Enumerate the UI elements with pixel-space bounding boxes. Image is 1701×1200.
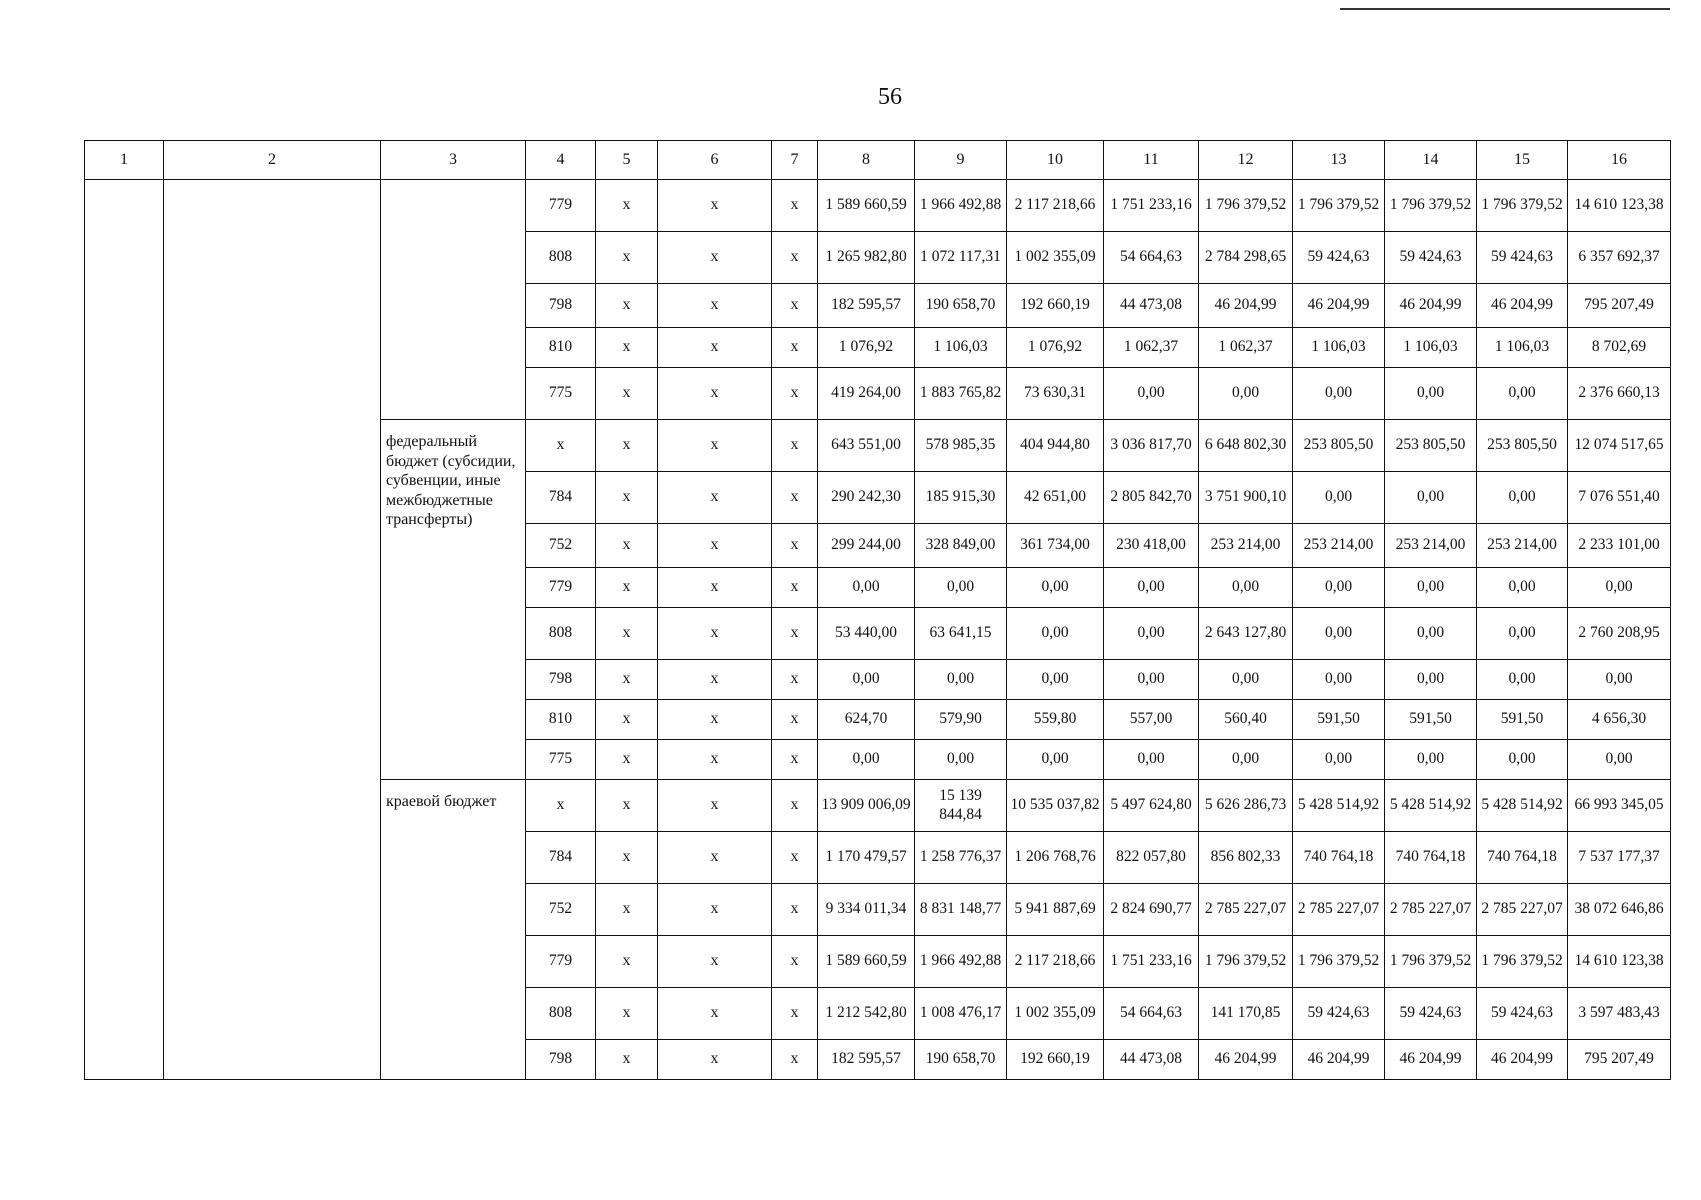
value-cell-col-8: 419 264,00: [818, 368, 915, 420]
value-cell-col-13: 253 214,00: [1293, 524, 1385, 568]
col-5-cell: x: [596, 884, 658, 936]
value-cell-col-9: 1 072 117,31: [915, 232, 1007, 284]
value-cell-col-8: 9 334 011,34: [818, 884, 915, 936]
column-header-14: 14: [1385, 141, 1477, 180]
value-cell-col-14: 740 764,18: [1385, 832, 1477, 884]
value-cell-col-11: 44 473,08: [1104, 1040, 1199, 1080]
value-cell-col-10: 5 941 887,69: [1007, 884, 1104, 936]
value-cell-col-12: 141 170,85: [1199, 988, 1293, 1040]
value-cell-col-12: 560,40: [1199, 700, 1293, 740]
value-cell-col-11: 0,00: [1104, 660, 1199, 700]
value-cell-col-16: 7 537 177,37: [1568, 832, 1671, 884]
col-6-cell: x: [658, 832, 772, 884]
value-cell-col-10: 0,00: [1007, 740, 1104, 780]
col-6-cell: x: [658, 700, 772, 740]
col-7-cell: x: [772, 524, 818, 568]
value-cell-col-15: 1 106,03: [1477, 328, 1568, 368]
value-cell-col-16: 12 074 517,65: [1568, 420, 1671, 472]
value-cell-col-10: 2 117 218,66: [1007, 180, 1104, 232]
value-cell-col-13: 46 204,99: [1293, 1040, 1385, 1080]
value-cell-col-11: 557,00: [1104, 700, 1199, 740]
col-6-cell: x: [658, 180, 772, 232]
value-cell-col-15: 740 764,18: [1477, 832, 1568, 884]
value-cell-col-8: 182 595,57: [818, 284, 915, 328]
value-cell-col-15: 0,00: [1477, 740, 1568, 780]
value-cell-col-14: 46 204,99: [1385, 1040, 1477, 1080]
value-cell-col-8: 290 242,30: [818, 472, 915, 524]
value-cell-col-14: 591,50: [1385, 700, 1477, 740]
value-cell-col-8: 299 244,00: [818, 524, 915, 568]
value-cell-col-9: 1 008 476,17: [915, 988, 1007, 1040]
col-6-cell: x: [658, 988, 772, 1040]
value-cell-col-10: 361 734,00: [1007, 524, 1104, 568]
value-cell-col-10: 1 076,92: [1007, 328, 1104, 368]
value-cell-col-11: 54 664,63: [1104, 232, 1199, 284]
col-7-cell: x: [772, 284, 818, 328]
value-cell-col-8: 1 076,92: [818, 328, 915, 368]
value-cell-col-13: 5 428 514,92: [1293, 780, 1385, 832]
code-cell: 810: [526, 700, 596, 740]
value-cell-col-14: 46 204,99: [1385, 284, 1477, 328]
value-cell-col-12: 0,00: [1199, 368, 1293, 420]
col-6-cell: x: [658, 524, 772, 568]
value-cell-col-16: 66 993 345,05: [1568, 780, 1671, 832]
value-cell-col-16: 7 076 551,40: [1568, 472, 1671, 524]
value-cell-col-11: 3 036 817,70: [1104, 420, 1199, 472]
value-cell-col-8: 1 589 660,59: [818, 180, 915, 232]
column-header-15: 15: [1477, 141, 1568, 180]
value-cell-col-13: 0,00: [1293, 368, 1385, 420]
value-cell-col-15: 0,00: [1477, 608, 1568, 660]
funding-source-cell: краевой бюджет: [381, 780, 526, 1080]
value-cell-col-8: 1 212 542,80: [818, 988, 915, 1040]
col-7-cell: x: [772, 660, 818, 700]
col-6-cell: x: [658, 936, 772, 988]
value-cell-col-14: 0,00: [1385, 568, 1477, 608]
column-header-1: 1: [85, 141, 164, 180]
col-7-cell: x: [772, 420, 818, 472]
value-cell-col-13: 2 785 227,07: [1293, 884, 1385, 936]
value-cell-col-16: 0,00: [1568, 740, 1671, 780]
value-cell-col-8: 0,00: [818, 740, 915, 780]
value-cell-col-15: 0,00: [1477, 660, 1568, 700]
value-cell-col-9: 579,90: [915, 700, 1007, 740]
code-cell: 775: [526, 740, 596, 780]
value-cell-col-8: 0,00: [818, 568, 915, 608]
value-cell-col-9: 15 139 844,84: [915, 780, 1007, 832]
value-cell-col-16: 8 702,69: [1568, 328, 1671, 368]
value-cell-col-16: 795 207,49: [1568, 284, 1671, 328]
value-cell-col-11: 1 751 233,16: [1104, 936, 1199, 988]
value-cell-col-11: 1 062,37: [1104, 328, 1199, 368]
value-cell-col-8: 1 170 479,57: [818, 832, 915, 884]
value-cell-col-16: 2 376 660,13: [1568, 368, 1671, 420]
value-cell-col-11: 230 418,00: [1104, 524, 1199, 568]
col-7-cell: x: [772, 780, 818, 832]
value-cell-col-14: 253 805,50: [1385, 420, 1477, 472]
code-cell: 779: [526, 180, 596, 232]
top-rule: [1340, 8, 1670, 10]
col-5-cell: x: [596, 368, 658, 420]
value-cell-col-15: 5 428 514,92: [1477, 780, 1568, 832]
value-cell-col-15: 253 214,00: [1477, 524, 1568, 568]
value-cell-col-13: 591,50: [1293, 700, 1385, 740]
value-cell-col-12: 3 751 900,10: [1199, 472, 1293, 524]
value-cell-col-9: 0,00: [915, 568, 1007, 608]
value-cell-col-12: 856 802,33: [1199, 832, 1293, 884]
value-cell-col-14: 0,00: [1385, 608, 1477, 660]
col-7-cell: x: [772, 988, 818, 1040]
value-cell-col-13: 0,00: [1293, 608, 1385, 660]
value-cell-col-12: 253 214,00: [1199, 524, 1293, 568]
col-7-cell: x: [772, 936, 818, 988]
col-5-cell: x: [596, 700, 658, 740]
value-cell-col-16: 14 610 123,38: [1568, 180, 1671, 232]
value-cell-col-12: 46 204,99: [1199, 1040, 1293, 1080]
value-cell-col-11: 0,00: [1104, 740, 1199, 780]
code-cell: 798: [526, 1040, 596, 1080]
col-5-cell: x: [596, 328, 658, 368]
value-cell-col-13: 740 764,18: [1293, 832, 1385, 884]
value-cell-col-9: 578 985,35: [915, 420, 1007, 472]
col-7-cell: x: [772, 368, 818, 420]
value-cell-col-13: 1 106,03: [1293, 328, 1385, 368]
budget-table: [84, 140, 1671, 1080]
col-5-cell: x: [596, 988, 658, 1040]
value-cell-col-10: 0,00: [1007, 608, 1104, 660]
column-header-7: 7: [772, 141, 818, 180]
value-cell-col-8: 0,00: [818, 660, 915, 700]
value-cell-col-10: 1 002 355,09: [1007, 232, 1104, 284]
code-cell: 808: [526, 608, 596, 660]
value-cell-col-16: 3 597 483,43: [1568, 988, 1671, 1040]
col-7-cell: x: [772, 608, 818, 660]
col-5-cell: x: [596, 740, 658, 780]
code-cell: 784: [526, 832, 596, 884]
column-header-13: 13: [1293, 141, 1385, 180]
value-cell-col-10: 404 944,80: [1007, 420, 1104, 472]
value-cell-col-11: 54 664,63: [1104, 988, 1199, 1040]
col-7-cell: x: [772, 568, 818, 608]
value-cell-col-9: 1 883 765,82: [915, 368, 1007, 420]
col-5-cell: x: [596, 832, 658, 884]
value-cell-col-12: 2 785 227,07: [1199, 884, 1293, 936]
value-cell-col-11: 5 497 624,80: [1104, 780, 1199, 832]
table-row: [85, 180, 1671, 232]
value-cell-col-10: 42 651,00: [1007, 472, 1104, 524]
value-cell-col-12: 0,00: [1199, 568, 1293, 608]
value-cell-col-13: 0,00: [1293, 568, 1385, 608]
code-cell: 808: [526, 232, 596, 284]
column-header-6: 6: [658, 141, 772, 180]
col-6-cell: x: [658, 368, 772, 420]
value-cell-col-12: 2 784 298,65: [1199, 232, 1293, 284]
value-cell-col-14: 0,00: [1385, 368, 1477, 420]
value-cell-col-11: 0,00: [1104, 368, 1199, 420]
value-cell-col-9: 185 915,30: [915, 472, 1007, 524]
col-5-cell: x: [596, 472, 658, 524]
col-7-cell: x: [772, 740, 818, 780]
value-cell-col-13: 59 424,63: [1293, 988, 1385, 1040]
col-6-cell: x: [658, 232, 772, 284]
value-cell-col-16: 2 760 208,95: [1568, 608, 1671, 660]
value-cell-col-13: 253 805,50: [1293, 420, 1385, 472]
value-cell-col-14: 1 796 379,52: [1385, 180, 1477, 232]
value-cell-col-15: 0,00: [1477, 472, 1568, 524]
value-cell-col-11: 0,00: [1104, 568, 1199, 608]
value-cell-col-15: 0,00: [1477, 568, 1568, 608]
col-6-cell: x: [658, 420, 772, 472]
value-cell-col-10: 73 630,31: [1007, 368, 1104, 420]
value-cell-col-10: 2 117 218,66: [1007, 936, 1104, 988]
column-header-4: 4: [526, 141, 596, 180]
value-cell-col-14: 0,00: [1385, 740, 1477, 780]
col-5-cell: x: [596, 232, 658, 284]
value-cell-col-14: 253 214,00: [1385, 524, 1477, 568]
value-cell-col-15: 1 796 379,52: [1477, 936, 1568, 988]
value-cell-col-15: 0,00: [1477, 368, 1568, 420]
col-7-cell: x: [772, 328, 818, 368]
code-cell: 808: [526, 988, 596, 1040]
value-cell-col-10: 1 002 355,09: [1007, 988, 1104, 1040]
col-6-cell: x: [658, 780, 772, 832]
col-6-cell: x: [658, 660, 772, 700]
col-6-cell: x: [658, 568, 772, 608]
col-1-cell: [85, 180, 164, 1080]
value-cell-col-9: 190 658,70: [915, 1040, 1007, 1080]
value-cell-col-15: 1 796 379,52: [1477, 180, 1568, 232]
value-cell-col-9: 8 831 148,77: [915, 884, 1007, 936]
column-header-11: 11: [1104, 141, 1199, 180]
header-row: [85, 141, 1671, 180]
value-cell-col-16: 795 207,49: [1568, 1040, 1671, 1080]
column-header-10: 10: [1007, 141, 1104, 180]
value-cell-col-10: 10 535 037,82: [1007, 780, 1104, 832]
value-cell-col-10: 0,00: [1007, 660, 1104, 700]
col-6-cell: x: [658, 608, 772, 660]
value-cell-col-16: 4 656,30: [1568, 700, 1671, 740]
code-cell: 752: [526, 524, 596, 568]
code-cell: 810: [526, 328, 596, 368]
value-cell-col-14: 1 796 379,52: [1385, 936, 1477, 988]
value-cell-col-9: 1 966 492,88: [915, 180, 1007, 232]
code-cell: x: [526, 420, 596, 472]
column-header-5: 5: [596, 141, 658, 180]
code-cell: 784: [526, 472, 596, 524]
value-cell-col-10: 0,00: [1007, 568, 1104, 608]
value-cell-col-10: 192 660,19: [1007, 284, 1104, 328]
value-cell-col-12: 1 796 379,52: [1199, 936, 1293, 988]
col-7-cell: x: [772, 1040, 818, 1080]
value-cell-col-8: 182 595,57: [818, 1040, 915, 1080]
code-cell: x: [526, 780, 596, 832]
table-body: [85, 141, 1671, 1080]
value-cell-col-16: 14 610 123,38: [1568, 936, 1671, 988]
value-cell-col-9: 63 641,15: [915, 608, 1007, 660]
value-cell-col-8: 624,70: [818, 700, 915, 740]
col-6-cell: x: [658, 740, 772, 780]
col-5-cell: x: [596, 568, 658, 608]
value-cell-col-14: 1 106,03: [1385, 328, 1477, 368]
value-cell-col-15: 591,50: [1477, 700, 1568, 740]
value-cell-col-8: 53 440,00: [818, 608, 915, 660]
value-cell-col-16: 0,00: [1568, 660, 1671, 700]
value-cell-col-8: 13 909 006,09: [818, 780, 915, 832]
column-header-12: 12: [1199, 141, 1293, 180]
value-cell-col-9: 1 258 776,37: [915, 832, 1007, 884]
value-cell-col-15: 46 204,99: [1477, 284, 1568, 328]
col-7-cell: x: [772, 884, 818, 936]
col-5-cell: x: [596, 524, 658, 568]
value-cell-col-12: 2 643 127,80: [1199, 608, 1293, 660]
code-cell: 779: [526, 936, 596, 988]
code-cell: 775: [526, 368, 596, 420]
value-cell-col-10: 1 206 768,76: [1007, 832, 1104, 884]
value-cell-col-12: 5 626 286,73: [1199, 780, 1293, 832]
funding-source-cell: [381, 180, 526, 420]
value-cell-col-14: 5 428 514,92: [1385, 780, 1477, 832]
code-cell: 752: [526, 884, 596, 936]
value-cell-col-11: 0,00: [1104, 608, 1199, 660]
value-cell-col-13: 46 204,99: [1293, 284, 1385, 328]
col-6-cell: x: [658, 884, 772, 936]
value-cell-col-9: 1 106,03: [915, 328, 1007, 368]
col-5-cell: x: [596, 780, 658, 832]
value-cell-col-8: 1 265 982,80: [818, 232, 915, 284]
col-5-cell: x: [596, 1040, 658, 1080]
col-7-cell: x: [772, 472, 818, 524]
value-cell-col-9: 1 966 492,88: [915, 936, 1007, 988]
col-6-cell: x: [658, 472, 772, 524]
value-cell-col-13: 1 796 379,52: [1293, 180, 1385, 232]
value-cell-col-15: 253 805,50: [1477, 420, 1568, 472]
value-cell-col-16: 38 072 646,86: [1568, 884, 1671, 936]
col-7-cell: x: [772, 700, 818, 740]
value-cell-col-11: 2 824 690,77: [1104, 884, 1199, 936]
column-header-2: 2: [164, 141, 381, 180]
value-cell-col-13: 0,00: [1293, 472, 1385, 524]
col-5-cell: x: [596, 936, 658, 988]
col-5-cell: x: [596, 420, 658, 472]
value-cell-col-12: 1 062,37: [1199, 328, 1293, 368]
value-cell-col-8: 1 589 660,59: [818, 936, 915, 988]
value-cell-col-14: 2 785 227,07: [1385, 884, 1477, 936]
value-cell-col-13: 0,00: [1293, 740, 1385, 780]
value-cell-col-9: 0,00: [915, 660, 1007, 700]
col-7-cell: x: [772, 232, 818, 284]
value-cell-col-9: 328 849,00: [915, 524, 1007, 568]
value-cell-col-12: 1 796 379,52: [1199, 180, 1293, 232]
value-cell-col-15: 2 785 227,07: [1477, 884, 1568, 936]
value-cell-col-9: 0,00: [915, 740, 1007, 780]
value-cell-col-15: 59 424,63: [1477, 988, 1568, 1040]
value-cell-col-11: 2 805 842,70: [1104, 472, 1199, 524]
col-5-cell: x: [596, 608, 658, 660]
value-cell-col-14: 0,00: [1385, 660, 1477, 700]
col-7-cell: x: [772, 832, 818, 884]
value-cell-col-10: 192 660,19: [1007, 1040, 1104, 1080]
value-cell-col-12: 6 648 802,30: [1199, 420, 1293, 472]
value-cell-col-13: 0,00: [1293, 660, 1385, 700]
column-header-16: 16: [1568, 141, 1671, 180]
value-cell-col-9: 190 658,70: [915, 284, 1007, 328]
value-cell-col-16: 6 357 692,37: [1568, 232, 1671, 284]
value-cell-col-13: 59 424,63: [1293, 232, 1385, 284]
value-cell-col-14: 0,00: [1385, 472, 1477, 524]
value-cell-col-12: 0,00: [1199, 660, 1293, 700]
value-cell-col-15: 46 204,99: [1477, 1040, 1568, 1080]
col-7-cell: x: [772, 180, 818, 232]
column-header-8: 8: [818, 141, 915, 180]
page-number: 56: [878, 84, 902, 110]
value-cell-col-12: 46 204,99: [1199, 284, 1293, 328]
col-5-cell: x: [596, 660, 658, 700]
value-cell-col-12: 0,00: [1199, 740, 1293, 780]
value-cell-col-14: 59 424,63: [1385, 988, 1477, 1040]
funding-source-cell: федеральный бюджет (субсидии, субвенции, иные межбюджетные трансферты): [381, 420, 526, 780]
col-5-cell: x: [596, 180, 658, 232]
column-header-3: 3: [381, 141, 526, 180]
col-2-cell: [164, 180, 381, 1080]
value-cell-col-16: 2 233 101,00: [1568, 524, 1671, 568]
code-cell: 798: [526, 284, 596, 328]
col-5-cell: x: [596, 284, 658, 328]
col-6-cell: x: [658, 328, 772, 368]
value-cell-col-13: 1 796 379,52: [1293, 936, 1385, 988]
value-cell-col-10: 559,80: [1007, 700, 1104, 740]
value-cell-col-14: 59 424,63: [1385, 232, 1477, 284]
col-6-cell: x: [658, 1040, 772, 1080]
col-6-cell: x: [658, 284, 772, 328]
value-cell-col-11: 1 751 233,16: [1104, 180, 1199, 232]
value-cell-col-8: 643 551,00: [818, 420, 915, 472]
value-cell-col-15: 59 424,63: [1477, 232, 1568, 284]
value-cell-col-11: 44 473,08: [1104, 284, 1199, 328]
value-cell-col-11: 822 057,80: [1104, 832, 1199, 884]
code-cell: 798: [526, 660, 596, 700]
column-header-9: 9: [915, 141, 1007, 180]
code-cell: 779: [526, 568, 596, 608]
value-cell-col-16: 0,00: [1568, 568, 1671, 608]
